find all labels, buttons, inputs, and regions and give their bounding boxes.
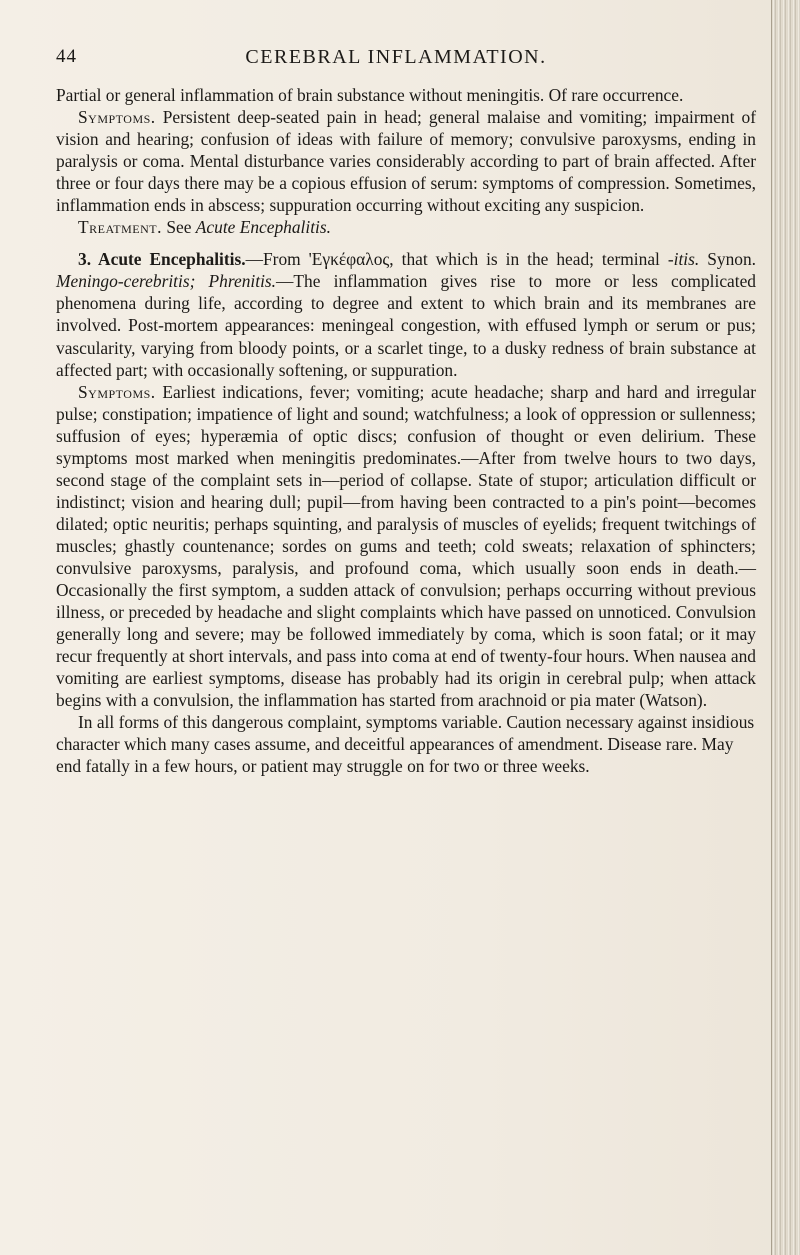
running-head: CEREBRAL INFLAMMATION.	[245, 46, 547, 68]
acute-symptoms	[56, 381, 756, 712]
acute-symptoms-text: Earliest indications, fever; vomiting; acute headache; sharp and hard and irregular pulse; constipation; impatience of light and sound; watchfulness; a look of oppression or sullenness; suffusion of eyes; hyperæmia of optic discs; confusion of thought or even delirium. These symptoms most marked when meningitis predominates.—After from twelve hours to two days, second stage of the complaint sets in—period of collapse. State of stupor; articulation difficult or indistinct; vision and hearing dull; pupil—from having been contracted to a pin's point—becomes dilated; optic neuritis; perhaps squinting, and paralysis of muscles of eyelids; frequent twitchings of muscles; ghastly countenance; sordes on gums and teeth; cold sweats; relaxation of sphincters; convulsive paroxysms, paralysis, and profound coma, which usually soon ends in death.—Occasionally the first symptom, a sudden attack of convulsion; perhaps occurring without previous illness, or preceded by headache and slight complaints which have passed on unnoticed. Convulsion generally long and severe; may be followed immediately by coma, which is soon fatal; or it may recur frequently at short intervals, and pass into coma at end of twenty-four hours. When nausea and vomiting are earliest symptoms, disease has probably had its origin in cerebral pulp; when attack begins with a convulsion, the inflammation has started from arachnoid or pia mater (Watson).	[56, 381, 756, 711]
partial-treatment	[56, 216, 756, 238]
closing-paragraph: In all forms of this dangerous complaint, symptoms variable. Caution necessary against insidious character which many cases assume, and deceitful appearances of amendment. Disease rare. May end fatally in a few hours, or patient may struggle on for two or three weeks.	[56, 712, 755, 777]
entry-body: —The inflammation gives rise to more or less complicated phenomena during life, according to degree and extent to which brain and its membranes are involved. Post-mortem appearances: meningeal congestion, with effused lymph or serum or pus; vascularity, varying from bloody points, or a scarlet tinge, to a dusky redness of brain substance at affected part; with occasionally softening, or suppuration.	[56, 271, 756, 380]
treatment-pre: See	[161, 217, 196, 238]
acute-symptoms-label: Symptoms.	[78, 381, 156, 402]
entry-suffix: -itis.	[667, 249, 700, 270]
treatment-label: Treatment.	[78, 217, 162, 238]
section-gap	[56, 238, 756, 248]
entry-title: 3. Acute Encephalitis.	[78, 249, 246, 270]
symptoms-label: Symptoms.	[78, 107, 156, 128]
page-binding-edge	[771, 0, 800, 1255]
symptoms-text: Persistent deep-seated pain in head; general malaise and vomiting; impairment of vision and hearing; confusion of ideas with failure of memory; convulsive paroxysms, ending in paralysis or coma. Mental disturbance varies considerably according to part of brain affected. After three or four days there may be a copious effusion of serum: symptoms of compression. Sometimes, inflammation ends in abscess; suppuration occurring without exciting any suspicion.	[56, 107, 756, 216]
entry-synonyms: Meningo-cerebritis; Phrenitis.	[56, 271, 277, 292]
page-number: 44	[56, 46, 77, 67]
acute-encephalitis-entry	[56, 248, 756, 380]
synon-label: Synon.	[699, 249, 757, 270]
treatment-ref: Acute Encephalitis.	[195, 217, 332, 238]
partial-symptoms	[56, 106, 756, 216]
body-text	[56, 84, 756, 777]
entry-etymology: —From 'Εγκέφαλος, that which is in the head; terminal	[245, 249, 668, 270]
page-header	[40, 46, 752, 72]
partial-intro: Partial or general inflammation of brain substance without meningitis. Of rare occurrence.	[56, 85, 684, 105]
